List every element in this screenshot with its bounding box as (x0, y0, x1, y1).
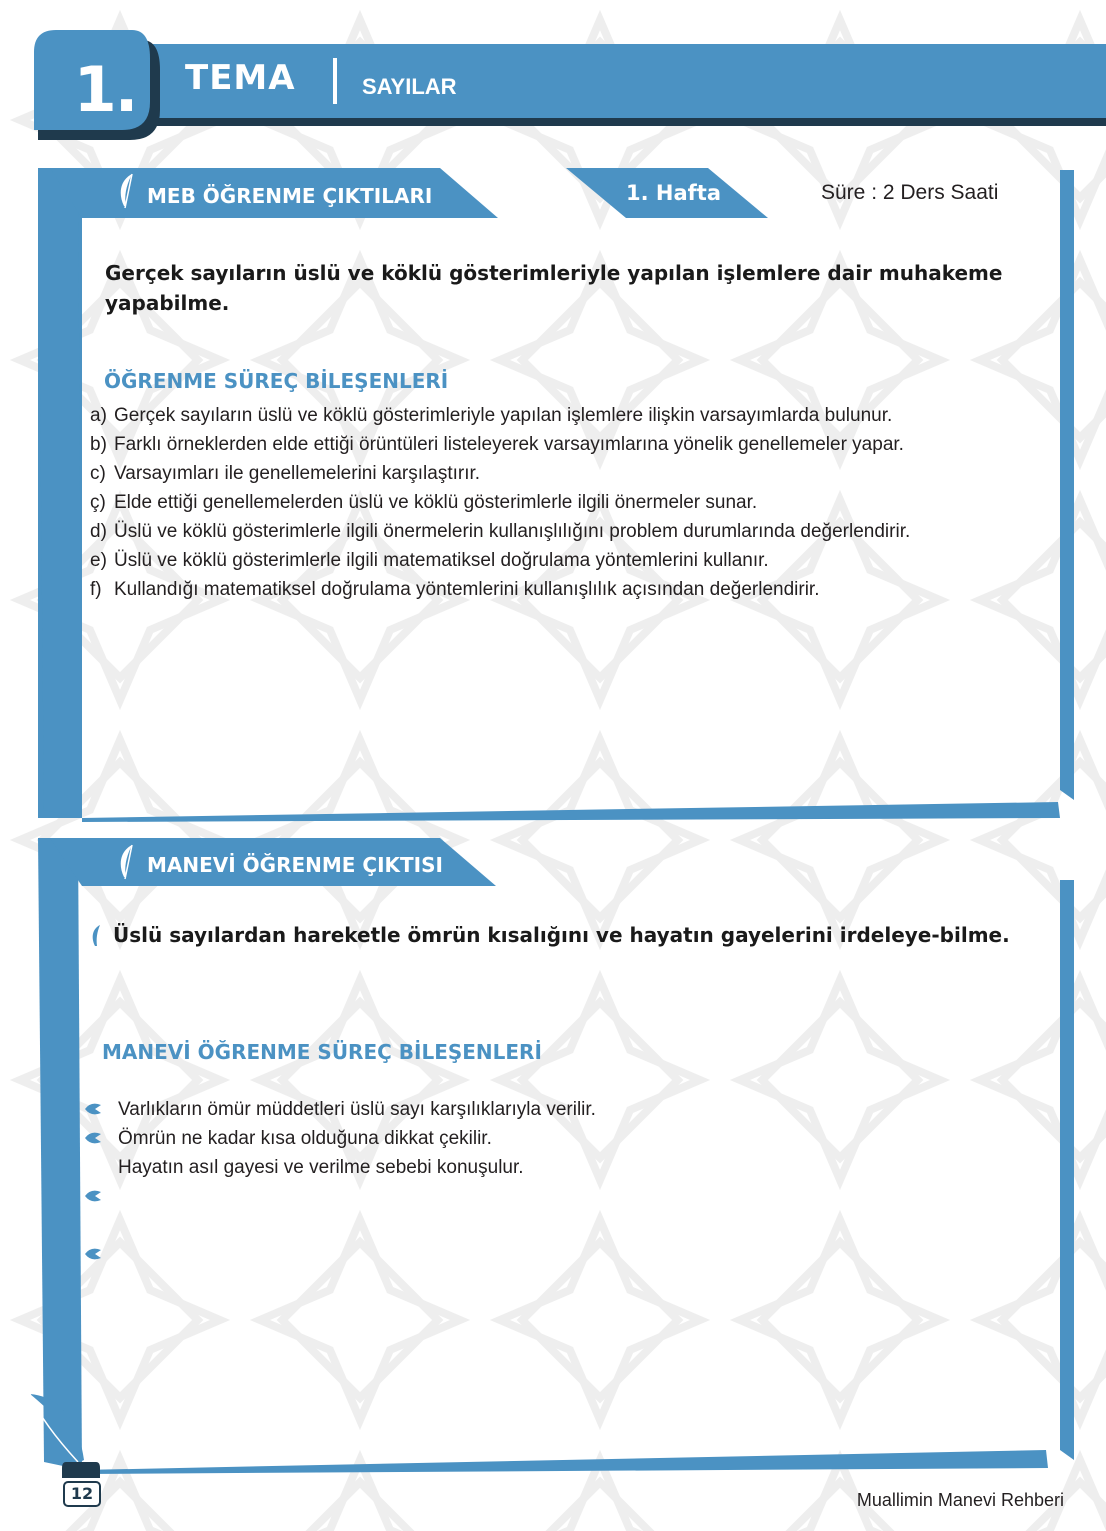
list-item: Hayatın asıl gayesi ve verilme sebebi konuşulur. (118, 1157, 524, 1178)
step-marker: e) (90, 550, 107, 571)
step-marker: d) (90, 521, 107, 542)
step-text: Varsayımları ile genellemelerini karşılaştırır. (114, 463, 481, 484)
bullet-icon (85, 1133, 101, 1144)
manevi-process-title: MANEVİ ÖĞRENME SÜREÇ BİLEŞENLERİ (102, 1040, 542, 1064)
list-item (90, 546, 910, 575)
process-title: ÖĞRENME SÜREÇ BİLEŞENLERİ (104, 369, 449, 393)
list-item (90, 575, 910, 604)
step-marker: c) (90, 463, 106, 484)
list-item: Varlıkların ömür müddetleri üslü sayı karşılıklarıyla verilir. (118, 1099, 596, 1120)
step-text: Üslü ve köklü gösterimlerle ilgili önermelerin kullanışlılığını problem durumlarında değerlendirir. (114, 521, 911, 542)
manevi-steps-list (118, 1095, 596, 1182)
feather-bullet-icon (90, 924, 104, 948)
feather-icon (116, 172, 138, 210)
quill-inkpot-icon (26, 1390, 106, 1490)
list-item: Ömrün ne kadar kısa olduğuna dikkat çekilir. (118, 1128, 492, 1149)
section2-objective: Üslü sayılardan hareketle ömrün kısalığını ve hayatın gayelerini irdeleye-bilme. (113, 923, 1010, 947)
step-marker: b) (90, 434, 107, 455)
bullet-icon (85, 1104, 101, 1115)
feather-icon (116, 843, 138, 881)
step-text: Üslü ve köklü gösterimlerle ilgili matematiksel doğrulama yöntemlerini kullanır. (114, 550, 769, 571)
theme-subtitle: SAYILAR (362, 74, 457, 99)
week-label: 1. Hafta (626, 181, 721, 205)
step-marker: a) (90, 405, 107, 426)
book-title: Muallimin Manevi Rehberi (856, 1490, 1064, 1510)
step-marker: f) (90, 579, 102, 600)
step-marker: ç) (90, 492, 106, 513)
section1-tab-label: MEB ÖĞRENME ÇIKTILARI (147, 184, 433, 208)
list-item (90, 430, 910, 459)
duration-text: Süre : 2 Ders Saati (821, 181, 999, 204)
page-number: 12 (63, 1481, 101, 1507)
header-banner (0, 0, 1106, 150)
bullet-markers (83, 1100, 105, 1260)
step-text: Kullandığı matematiksel doğrulama yöntemlerini kullanışlılık açısından değerlendirir. (114, 579, 820, 600)
step-text: Farklı örneklerden elde ettiği örüntüleri listeleyerek varsayımlarına yönelik genellemeler yapar. (114, 434, 904, 455)
list-item (90, 401, 910, 430)
section2-tab-label: MANEVİ ÖĞRENME ÇIKTISI (147, 853, 443, 877)
bullet-icon (85, 1249, 101, 1260)
step-text: Elde ettiği genellemelerden üslü ve köklü gösterimlerle ilgili önermeler sunar. (114, 492, 758, 513)
bullet-icon (85, 1191, 101, 1202)
list-item (90, 459, 910, 488)
theme-label: TEMA (185, 58, 296, 98)
section1-objective: Gerçek sayıların üslü ve köklü gösterimleriyle yapılan işlemlere dair muhakeme yapabilme. (105, 261, 1003, 315)
theme-number: 1. (73, 53, 137, 126)
list-item (90, 488, 910, 517)
step-text: Gerçek sayıların üslü ve köklü gösterimleriyle yapılan işlemlere ilişkin varsayımlarda bulunur. (114, 405, 893, 426)
process-steps-list (90, 401, 910, 604)
header-divider (333, 58, 337, 104)
list-item (90, 517, 910, 546)
